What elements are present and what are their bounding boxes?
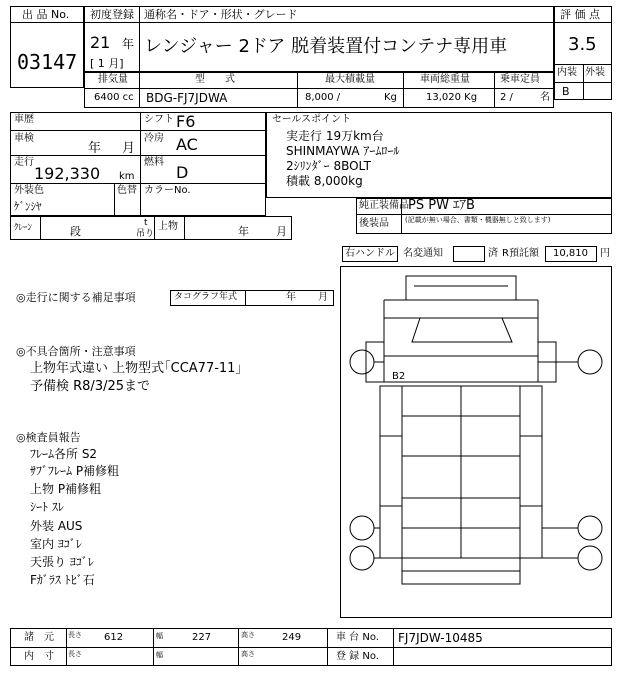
inspector-line: ｻﾌﾞﾌﾚｰﾑ P補修粗 bbox=[30, 464, 120, 478]
name-change-label: 名変通知 bbox=[403, 248, 443, 259]
shift-value: F6 bbox=[176, 112, 196, 131]
chassis-label: 車 台 No. bbox=[336, 632, 379, 643]
color-value: ｹﾞﾝｼﾔ bbox=[14, 200, 42, 213]
tachograph-year: 年 bbox=[286, 292, 296, 303]
registration-label: 登 録 No. bbox=[336, 651, 379, 662]
sales-point-line: 2ｼﾘﾝﾀﾞｰ 8BOLT bbox=[286, 159, 371, 173]
shift-label: シフト bbox=[144, 114, 174, 125]
gross-label: 車両総重量 bbox=[420, 74, 470, 85]
first-reg-month: [ 1 月] bbox=[90, 57, 124, 70]
crane-tsuri: 吊り bbox=[136, 229, 155, 239]
recycle-unit: 円 bbox=[600, 248, 610, 259]
mileage-label: 走行 bbox=[14, 157, 34, 168]
recycle-value: 10,810 bbox=[553, 248, 588, 259]
color-label: 外装色 bbox=[14, 185, 44, 196]
inspector-line: 上物 P補修粗 bbox=[30, 482, 102, 496]
max-load-unit: Kg bbox=[384, 92, 397, 103]
capacity-value: 2 / bbox=[500, 92, 513, 103]
model-label: 型 式 bbox=[195, 74, 235, 85]
height-value: 249 bbox=[282, 632, 302, 643]
lot-number: 03147 bbox=[17, 50, 78, 74]
lot-label: 出 品 No. bbox=[22, 8, 70, 21]
inspector-line: 室内 ﾖｺﾞﾚ bbox=[30, 537, 82, 551]
displacement-value: 6400 cc bbox=[94, 92, 134, 103]
score-value: 3.5 bbox=[568, 34, 597, 55]
year-unit: 年 bbox=[122, 37, 135, 51]
inspector-line: 天張り ﾖｺﾞﾚ bbox=[30, 555, 94, 569]
first-reg-label: 初度登録 bbox=[90, 8, 134, 21]
inspection-year: 年 bbox=[88, 141, 102, 156]
recycle-label: R預託額 bbox=[502, 248, 539, 259]
interior-grade: B bbox=[562, 85, 570, 98]
width-value: 227 bbox=[192, 632, 212, 643]
mileage-unit: km bbox=[119, 171, 135, 182]
driving-remarks-title: ◎走行に関する補足事項 bbox=[16, 291, 136, 304]
max-load-label: 最大積載量 bbox=[325, 74, 375, 85]
aftermarket-label: 後装品 bbox=[359, 218, 389, 229]
name-label: 通称名・ドア・形状・グレード bbox=[144, 8, 298, 21]
inspector-line: Fｶﾞﾗｽ ﾄﾋﾞ石 bbox=[30, 573, 95, 587]
first-reg-year: 21 bbox=[90, 33, 111, 52]
sales-points-label: セールスポイント bbox=[272, 114, 352, 125]
length-label: 長さ bbox=[68, 631, 82, 639]
length-value: 612 bbox=[104, 632, 124, 643]
exterior-label: 外装 bbox=[585, 67, 605, 78]
equipment-label: 純正装備品 bbox=[359, 200, 409, 211]
body-month: 月 bbox=[276, 225, 287, 238]
sales-point-line: SHINMAYWA ｱｰﾑﾛｰﾙ bbox=[286, 144, 400, 158]
color-no-label: カラーNo. bbox=[144, 185, 191, 196]
inner-width-label: 幅 bbox=[156, 651, 163, 659]
capacity-unit: 名 bbox=[540, 92, 550, 103]
sales-point-line: 積載 8,000kg bbox=[286, 174, 363, 188]
crane-label: ｸﾚｰﾝ bbox=[14, 223, 33, 233]
gross-value: 13,020 Kg bbox=[426, 92, 478, 103]
inner-height-label: 高さ bbox=[241, 650, 255, 658]
model-value: BDG-FJ7JDWA bbox=[146, 91, 228, 105]
ac-value: AC bbox=[176, 135, 198, 154]
defect-title: ◎不具合箇所・注意事項 bbox=[16, 345, 136, 358]
mileage-value: 192,330 bbox=[34, 164, 101, 183]
tachograph-month: 月 bbox=[318, 292, 328, 303]
recycle-prefix: 済 bbox=[488, 248, 498, 259]
inspector-line: ｼｰﾄ ｽﾚ bbox=[30, 500, 64, 514]
chassis-value: FJ7JDW-10485 bbox=[398, 631, 483, 645]
inspector-line: ﾌﾚｰﾑ各所 S2 bbox=[30, 447, 98, 461]
crane-dan: 段 bbox=[70, 225, 81, 238]
crane-t: t bbox=[144, 218, 148, 228]
inner-length-label: 長さ bbox=[68, 650, 82, 658]
ac-label: 冷房 bbox=[144, 133, 164, 144]
inspector-line: 外装 AUS bbox=[30, 519, 83, 533]
body-year: 年 bbox=[238, 225, 249, 238]
displacement-label: 排気量 bbox=[98, 74, 128, 85]
width-label: 幅 bbox=[156, 632, 163, 640]
fuel-label: 燃料 bbox=[144, 157, 164, 168]
color-change-label: 色替 bbox=[117, 185, 137, 196]
diagram-mark-b2: B2 bbox=[392, 371, 406, 382]
inspection-month: 月 bbox=[122, 141, 136, 156]
car-name: レンジャー 2ドア 脱着装置付コンテナ専用車 bbox=[144, 36, 508, 57]
defect-line: 予備検 R8/3/25まで bbox=[30, 379, 151, 394]
equipment-value: PS PW ｴｱB bbox=[408, 198, 475, 213]
tachograph-label: タコグラフ年式 bbox=[174, 292, 238, 302]
inspection-label: 車検 bbox=[14, 133, 34, 144]
interior-label: 内装 bbox=[557, 67, 577, 78]
dims-label: 諸 元 bbox=[24, 632, 54, 643]
truck-diagram bbox=[340, 266, 612, 618]
defect-line: 上物年式違い 上物型式｢CCA77-11｣ bbox=[30, 361, 242, 376]
fuel-value: D bbox=[176, 163, 189, 182]
aftermarket-note: (記載が無い場合、書類・機器無しと致します) bbox=[405, 216, 551, 224]
height-label: 高さ bbox=[241, 631, 255, 639]
rhd-label: 右ハンドル bbox=[345, 248, 395, 259]
inspector-title: ◎検査員報告 bbox=[16, 431, 81, 444]
score-label: 評 価 点 bbox=[560, 8, 600, 21]
inner-label: 内 寸 bbox=[24, 651, 54, 662]
name-change-box bbox=[453, 246, 485, 262]
history-label: 車歴 bbox=[14, 114, 34, 125]
sales-point-line: 実走行 19万km台 bbox=[286, 129, 384, 143]
capacity-label: 乗車定員 bbox=[500, 74, 540, 85]
max-load-value: 8,000 / bbox=[305, 92, 341, 103]
body-label: 上物 bbox=[158, 221, 178, 232]
